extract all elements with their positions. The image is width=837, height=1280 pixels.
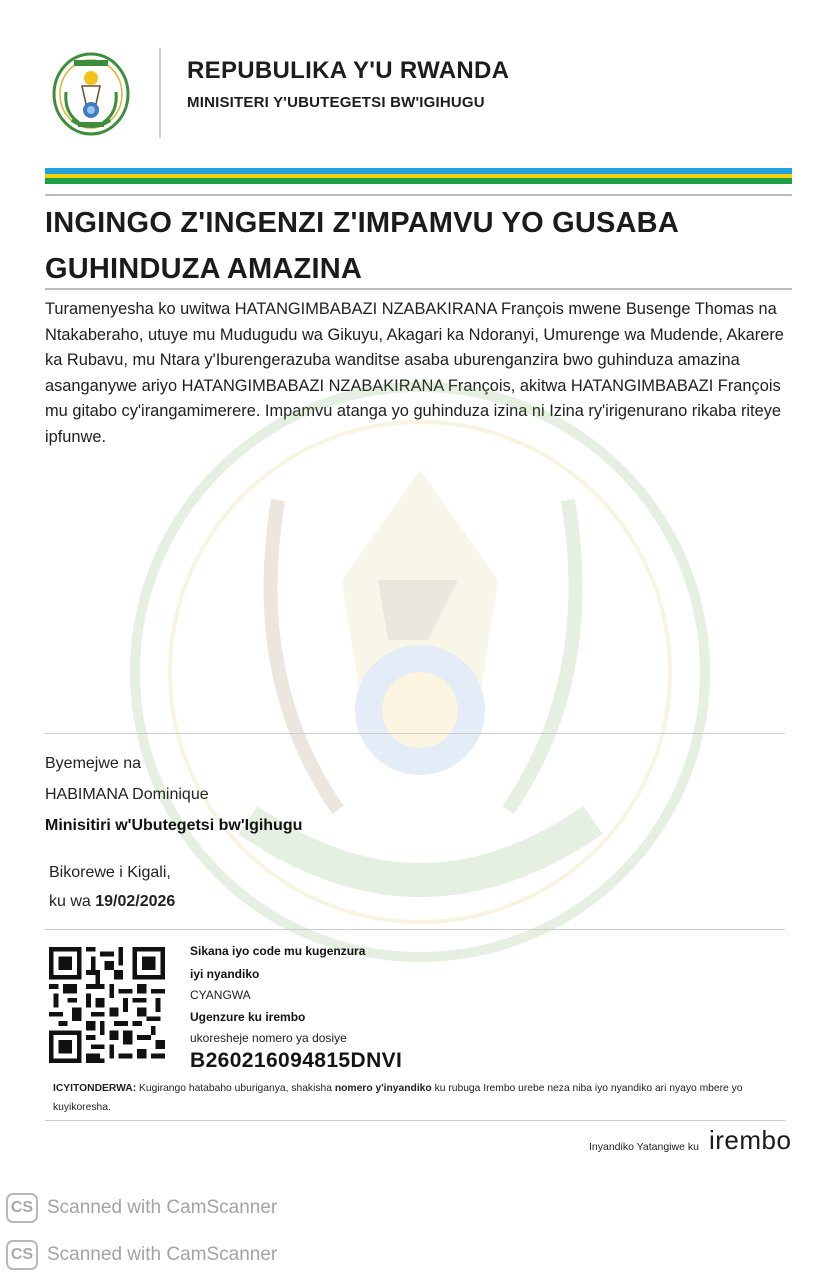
issue-place: Bikorewe i Kigali,	[49, 864, 171, 881]
camscanner-text: Scanned with CamScanner	[47, 1197, 278, 1218]
document-number[interactable]: B260216094815DNVI	[190, 1049, 403, 1072]
divider	[45, 733, 785, 734]
approved-by-label: Byemejwe na	[45, 755, 142, 772]
verify-irembo-text: Ugenzure ku irembo	[190, 1010, 306, 1024]
divider	[45, 288, 792, 290]
camscanner-icon: CS	[6, 1240, 38, 1270]
flag-stripes	[45, 168, 792, 184]
verify-scan-text-2: iyi nyandiko	[190, 967, 260, 981]
notice-part1: Kugirango hatabaho uburiganya, shakisha	[139, 1083, 332, 1094]
divider	[45, 194, 792, 196]
ministry-heading: MINISITERI Y'UBUTEGETSI BW'IGIHUGU	[187, 94, 485, 111]
notice	[53, 1079, 773, 1117]
camscanner-watermark	[6, 1193, 277, 1223]
coat-of-arms-icon	[52, 52, 130, 136]
divider	[45, 1120, 785, 1121]
header-divider	[159, 48, 161, 138]
divider	[45, 929, 785, 930]
camscanner-icon: CS	[6, 1193, 38, 1223]
camscanner-text: Scanned with CamScanner	[47, 1244, 278, 1265]
issue-date-line	[49, 893, 175, 911]
issue-date: 19/02/2026	[95, 893, 176, 910]
date-prefix: ku wa	[49, 893, 91, 910]
camscanner-watermark	[6, 1240, 277, 1270]
watermark-seal-icon	[128, 380, 713, 965]
qr-code-icon[interactable]	[49, 946, 165, 1064]
approver-name: HABIMANA Dominique	[45, 786, 209, 803]
verify-or-text: CYANGWA	[190, 988, 251, 1002]
issued-by-text: Inyandiko Yatangiwe ku	[589, 1141, 699, 1153]
notice-label: ICYITONDERWA:	[53, 1083, 137, 1094]
notice-emphasis: nomero y'inyandiko	[334, 1083, 432, 1094]
document-title: INGINGO Z'INGENZI Z'IMPAMVU YO GUSABA GUHINDUZA AMAZINA	[45, 207, 678, 285]
notice-part2: ku rubuga Irembo urebe neza niba iyo nyandiko ari nyayo mbere yo kuyikoresha.	[53, 1083, 743, 1113]
verify-use-number-text: ukoresheje nomero ya dosiye	[190, 1031, 347, 1045]
document-body: Turamenyesha ko uwitwa HATANGIMBABAZI NZABAKIRANA François mwene Busenge Thomas na Ntakaberaho, utuye mu Mudugudu wa Gikuyu, Akagari ka Ndoranyi, Umurenge wa Mudende, Akarere ka Rubavu, mu Ntara y'Iburengerazuba wanditse asaba uburenganzira bwo guhinduza amazina asanganywe ariyo HATANGIMBABAZI NZABAKIRANA François, akitwa HATANGIMBABAZI François mu gitabo cy'irangamimerere. Impamvu atanga yo guhinduza izina ni Izina ry'irigenurano rikaba riteye ipfunwe.	[45, 300, 784, 446]
irembo-logo[interactable]: irembo	[709, 1125, 792, 1155]
flag-green-stripe	[45, 178, 792, 184]
republic-heading: REPUBULIKA Y'U RWANDA	[187, 57, 510, 84]
verify-scan-text: Sikana iyo code mu kugenzura	[190, 944, 366, 958]
approver-title: Minisitiri w'Ubutegetsi bw'Igihugu	[45, 817, 303, 834]
